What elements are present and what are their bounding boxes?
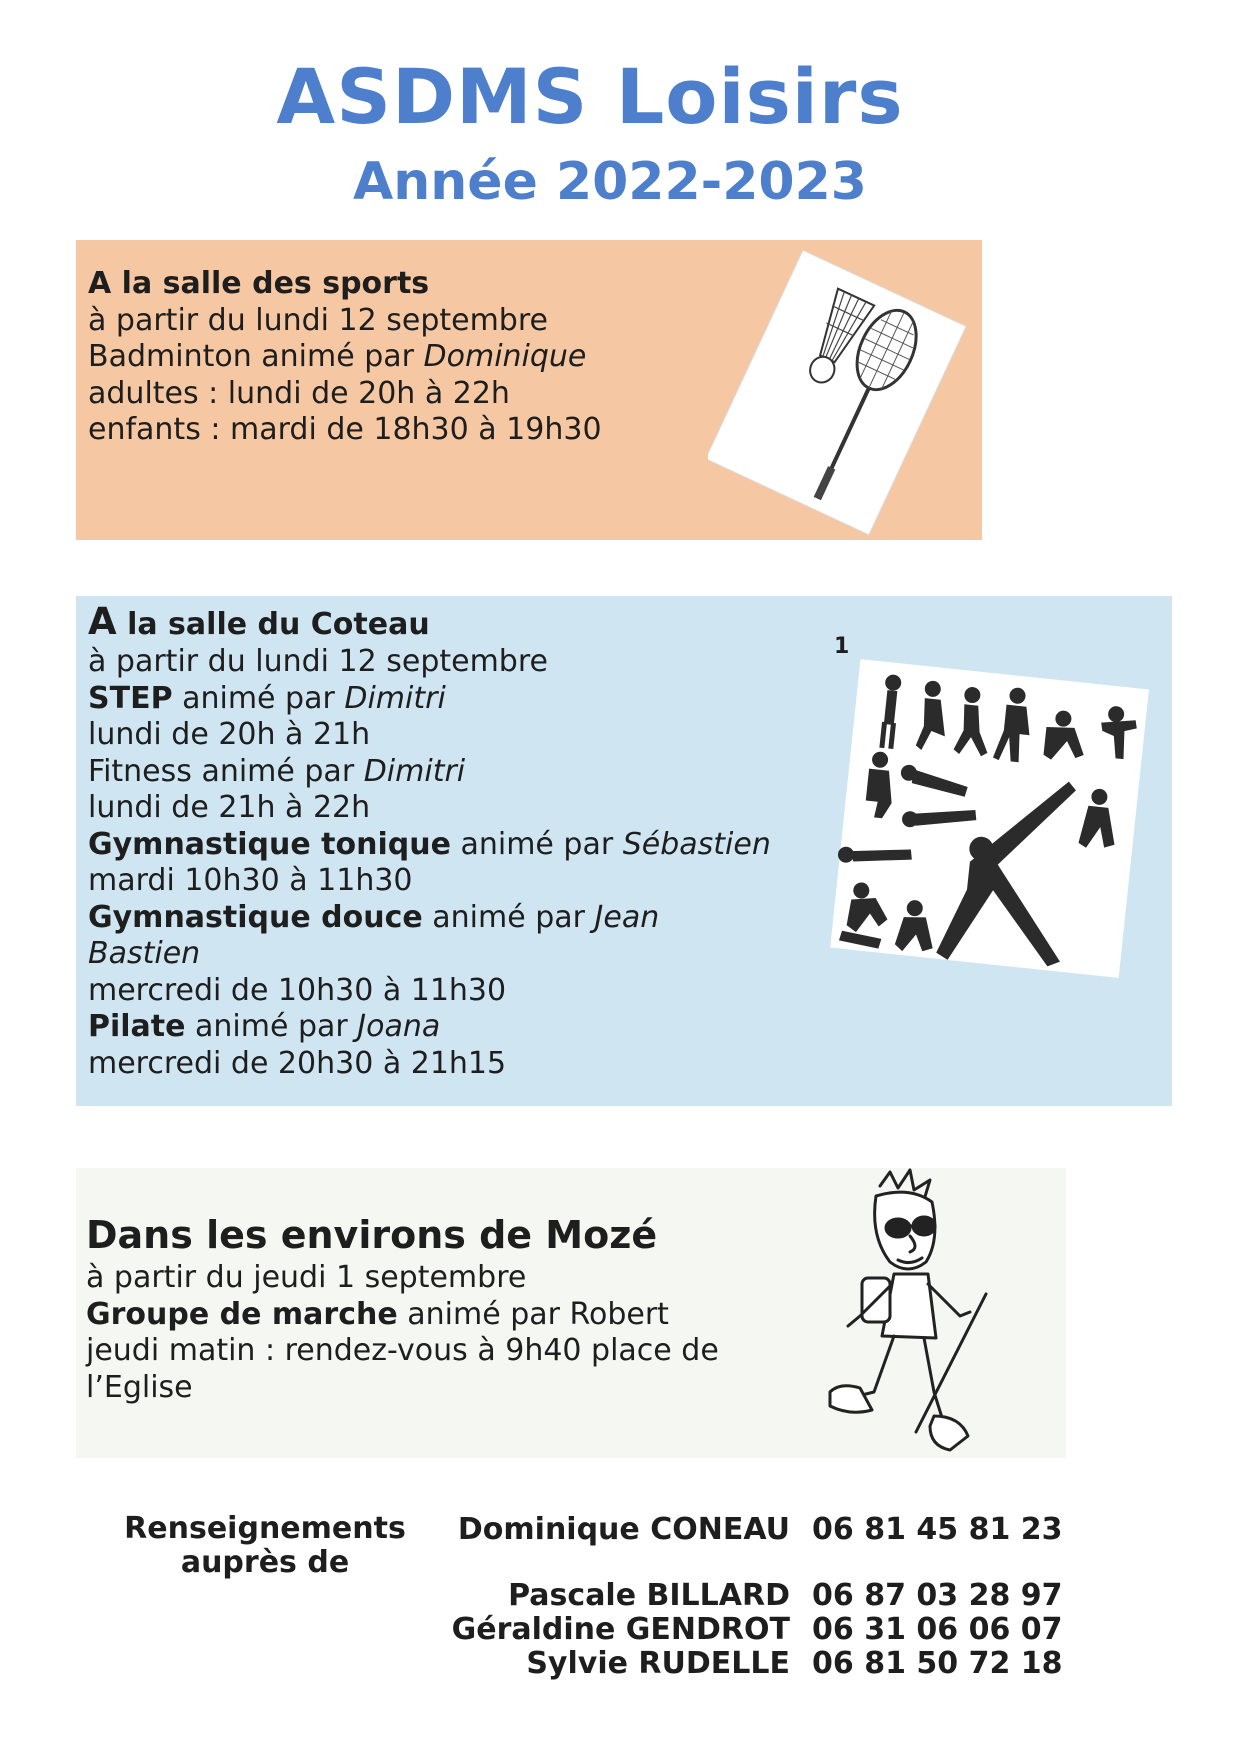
walking-group-by: animé par Robert (397, 1296, 669, 1332)
class-pilate-by: animé par (185, 1009, 358, 1044)
contact-name: Géraldine GENDROT (451, 1612, 790, 1647)
class-gym-douce-coach-surname: Bastien (88, 936, 201, 971)
walking-group-line (86, 1297, 719, 1334)
class-gym-douce-name: Gymnastique douce (88, 899, 423, 935)
class-gym-tonique-name: Gymnastique tonique (88, 826, 451, 862)
sports-hall-start-date: à partir du lundi 12 septembre (88, 302, 548, 338)
class-fitness-by: animé par (191, 753, 364, 789)
contact-label-line2: auprès de (180, 1545, 350, 1580)
class-gym-tonique-by: animé par (450, 826, 623, 862)
class-gym-tonique-coach: Sébastien (622, 826, 771, 862)
hiker-icon (810, 1166, 1010, 1456)
coteau-start-date: à partir du lundi 12 septembre (88, 644, 548, 679)
badminton-icon (708, 238, 968, 538)
moze-heading: Dans les environs de Mozé (86, 1213, 658, 1257)
coteau-heading-rest: la salle du Coteau (116, 607, 430, 642)
class-gym-douce-coach: Jean (594, 899, 660, 935)
class-pilate-coach: Joana (357, 1009, 441, 1044)
class-pilate-line (88, 1009, 771, 1046)
sports-hall-heading: A la salle des sports (88, 266, 430, 301)
badminton-line (88, 339, 602, 376)
contact-label-line1: Renseignements (124, 1511, 406, 1546)
class-gym-douce-time: mercredi de 10h30 à 11h30 (88, 972, 507, 1008)
image-number-badge: 1 (834, 634, 850, 659)
class-step-name: STEP (88, 680, 173, 716)
moze-start-date: à partir du jeudi 1 septembre (86, 1260, 527, 1295)
contact-name: Sylvie RUDELLE (526, 1646, 790, 1681)
class-gym-douce-line (88, 900, 771, 937)
class-step-time: lundi de 20h à 21h (88, 717, 371, 752)
class-fitness-name: Fitness (88, 753, 192, 789)
class-gym-douce-by: animé par (422, 899, 595, 935)
page-subtitle: Année 2022-2023 (353, 152, 867, 212)
badminton-children-schedule: enfants : mardi de 18h30 à 19h30 (88, 412, 602, 447)
class-pilate-time: mercredi de 20h30 à 21h15 (88, 1045, 507, 1081)
class-pilate-name: Pilate (88, 1009, 186, 1044)
contact-name: Dominique CONEAU (457, 1512, 790, 1547)
sports-hall-text (88, 266, 602, 449)
class-step-line (88, 681, 771, 718)
class-step-coach: Dimitri (344, 680, 446, 716)
fitness-silhouettes-icon (824, 654, 1164, 994)
class-step-by: animé par (172, 680, 345, 716)
class-gym-tonique-line (88, 827, 771, 864)
page-title: ASDMS Loisirs (276, 52, 904, 141)
moze-text (86, 1210, 719, 1406)
badminton-coach: Dominique (423, 339, 587, 374)
class-gym-tonique-time: mardi 10h30 à 11h30 (88, 863, 413, 898)
badminton-adults-schedule: adultes : lundi de 20h à 22h (88, 375, 510, 411)
contact-phone[interactable]: 06 31 06 06 07 (812, 1612, 1063, 1647)
coteau-heading-letter: A (88, 600, 117, 643)
contact-name: Pascale BILLARD (508, 1578, 790, 1613)
walking-group-time-1: jeudi matin : rendez-vous à 9h40 place de (86, 1333, 719, 1368)
walking-group-name: Groupe de marche (86, 1296, 398, 1332)
contact-phone[interactable]: 06 81 45 81 23 (812, 1512, 1063, 1547)
contact-label (100, 1512, 430, 1580)
coteau-hall-text (88, 600, 771, 1082)
class-fitness-coach: Dimitri (363, 753, 466, 789)
class-fitness-line (88, 754, 771, 791)
badminton-activity: Badminton animé par (88, 339, 414, 374)
class-fitness-time: lundi de 21h à 22h (88, 790, 371, 825)
walking-group-time-2: l’Eglise (86, 1369, 193, 1405)
coteau-hall-heading (88, 600, 771, 644)
contact-phone[interactable]: 06 87 03 28 97 (812, 1578, 1063, 1613)
contact-phone[interactable]: 06 81 50 72 18 (812, 1646, 1063, 1681)
class-gym-douce-coach-line2 (88, 936, 771, 973)
